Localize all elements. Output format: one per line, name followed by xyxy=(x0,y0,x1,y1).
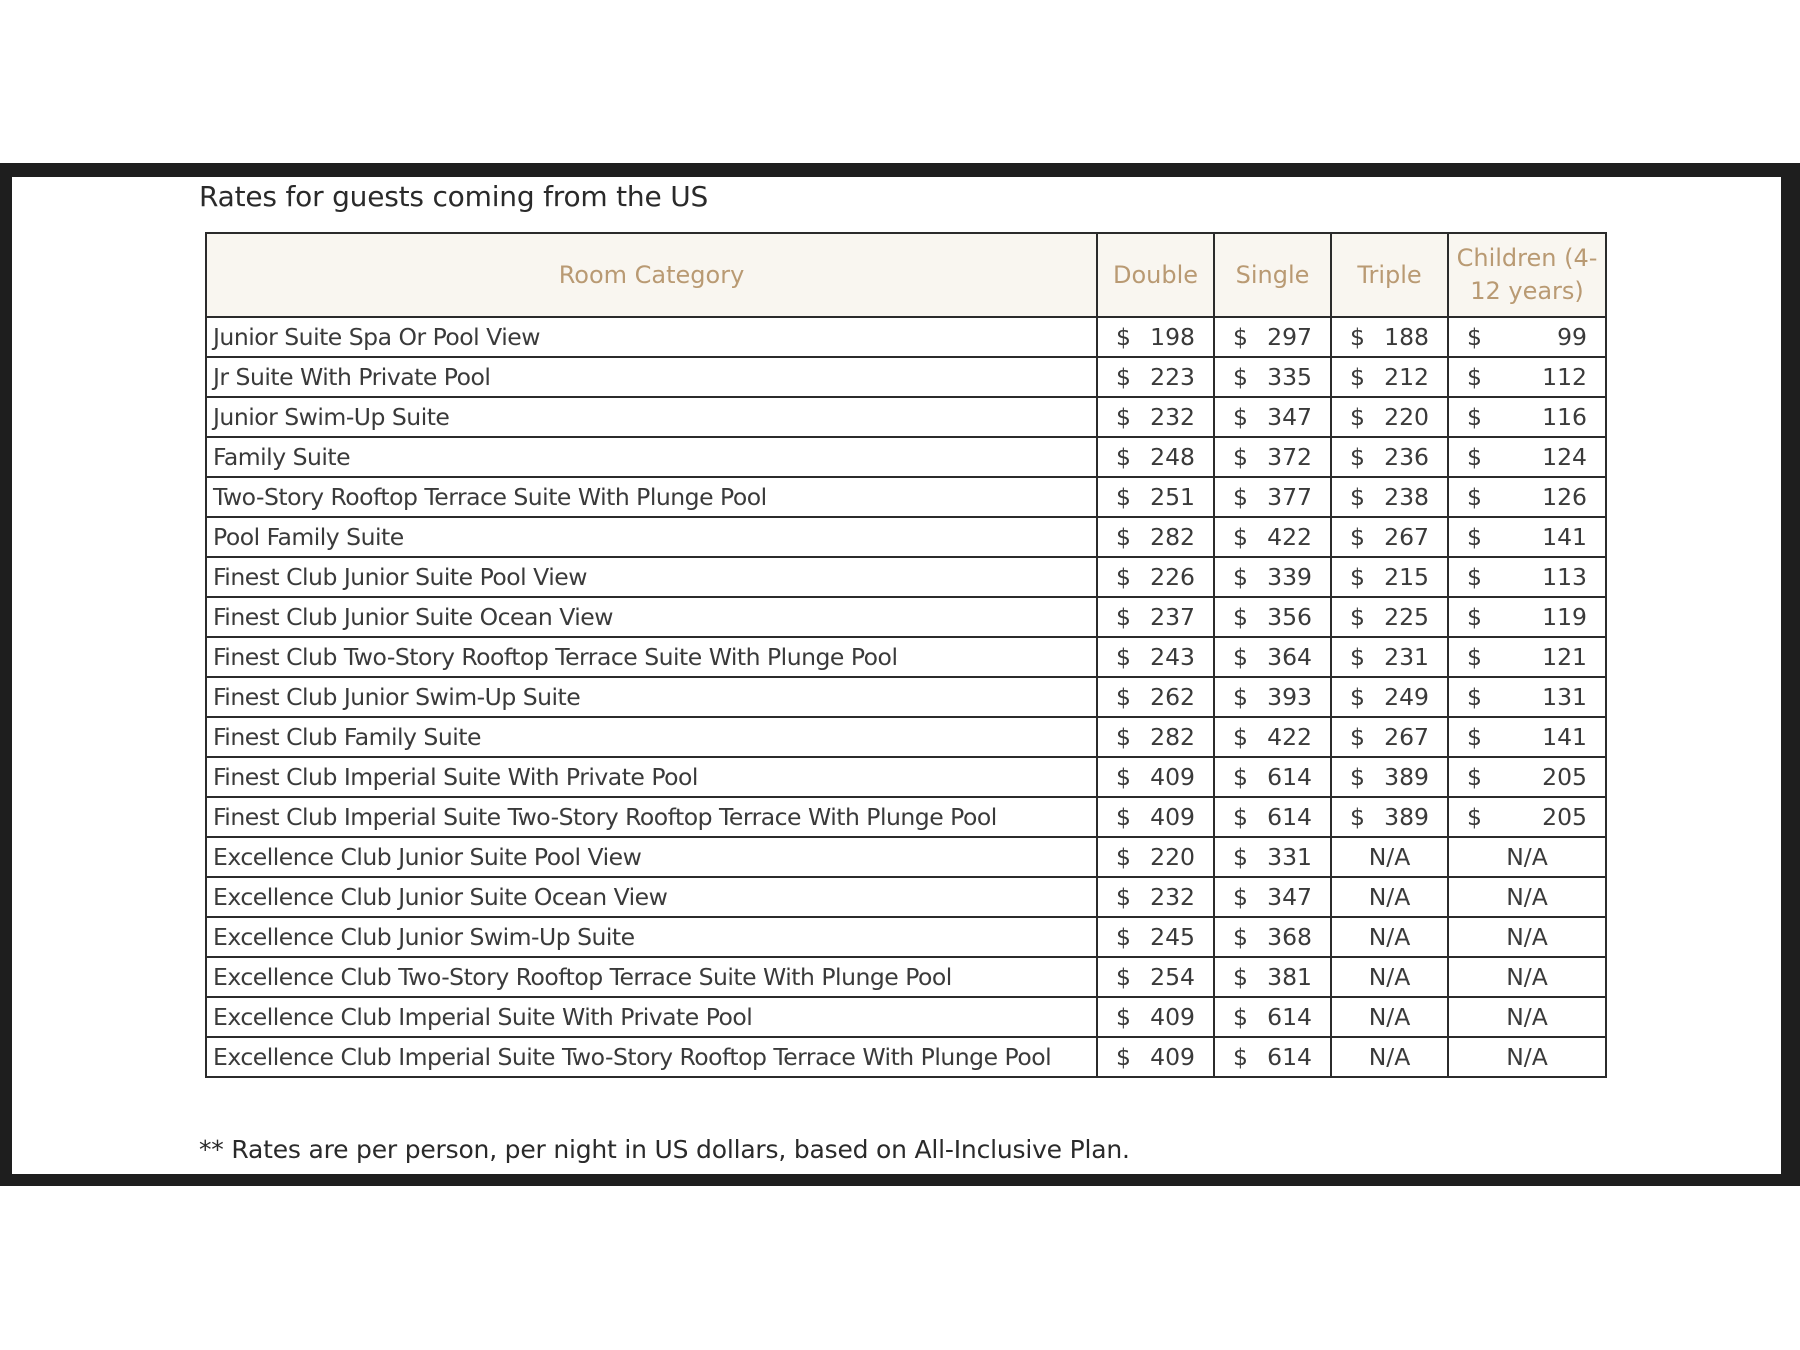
double-rate-cell xyxy=(1097,957,1214,997)
currency-symbol: $ xyxy=(1467,323,1482,351)
double-rate-cell xyxy=(1097,877,1214,917)
rate-amount: 389 xyxy=(1384,763,1429,791)
double-rate-cell xyxy=(1097,997,1214,1037)
currency-symbol: $ xyxy=(1116,923,1131,951)
currency-symbol: $ xyxy=(1350,603,1365,631)
currency-symbol: $ xyxy=(1467,523,1482,551)
currency-symbol: $ xyxy=(1116,603,1131,631)
single-rate-cell xyxy=(1214,677,1331,717)
table-row xyxy=(206,917,1606,957)
rate-amount: 381 xyxy=(1267,963,1312,991)
page-title: Rates for guests coming from the US xyxy=(199,180,709,213)
table-row xyxy=(206,397,1606,437)
currency-symbol: $ xyxy=(1467,483,1482,511)
header-row xyxy=(206,233,1606,317)
double-rate-cell xyxy=(1097,397,1214,437)
rate-amount: 232 xyxy=(1150,403,1195,431)
children-rate-cell: N/A xyxy=(1448,877,1606,917)
children-rate-cell xyxy=(1448,437,1606,477)
rate-amount: 205 xyxy=(1542,763,1587,791)
double-rate-cell xyxy=(1097,797,1214,837)
rate-amount: 339 xyxy=(1267,563,1312,591)
room-category-cell: Finest Club Junior Suite Ocean View xyxy=(206,597,1097,637)
currency-symbol: $ xyxy=(1350,763,1365,791)
currency-symbol: $ xyxy=(1233,323,1248,351)
children-rate-cell xyxy=(1448,677,1606,717)
children-rate-cell xyxy=(1448,597,1606,637)
currency-symbol: $ xyxy=(1350,683,1365,711)
room-category-cell: Finest Club Imperial Suite Two-Story Rooftop Terrace With Plunge Pool xyxy=(206,797,1097,837)
children-rate-cell: N/A xyxy=(1448,837,1606,877)
currency-symbol: $ xyxy=(1233,403,1248,431)
triple-rate-cell: N/A xyxy=(1331,877,1448,917)
triple-rate-cell xyxy=(1331,597,1448,637)
single-rate-cell xyxy=(1214,1037,1331,1077)
header-triple: Triple xyxy=(1331,233,1448,317)
table-row xyxy=(206,317,1606,357)
rate-amount: 237 xyxy=(1150,603,1195,631)
single-rate-cell xyxy=(1214,557,1331,597)
rate-amount: 99 xyxy=(1557,323,1587,351)
triple-rate-cell: N/A xyxy=(1331,997,1448,1037)
currency-symbol: $ xyxy=(1116,883,1131,911)
children-rate-cell xyxy=(1448,757,1606,797)
currency-symbol: $ xyxy=(1233,443,1248,471)
children-rate-cell xyxy=(1448,517,1606,557)
room-category-cell: Excellence Club Junior Suite Ocean View xyxy=(206,877,1097,917)
children-rate-cell xyxy=(1448,317,1606,357)
currency-symbol: $ xyxy=(1233,643,1248,671)
currency-symbol: $ xyxy=(1467,643,1482,671)
currency-symbol: $ xyxy=(1233,763,1248,791)
rate-amount: 614 xyxy=(1267,803,1312,831)
triple-rate-cell xyxy=(1331,517,1448,557)
rate-amount: 614 xyxy=(1267,1043,1312,1071)
currency-symbol: $ xyxy=(1233,483,1248,511)
rate-amount: 262 xyxy=(1150,683,1195,711)
rate-amount: 254 xyxy=(1150,963,1195,991)
currency-symbol: $ xyxy=(1350,523,1365,551)
currency-symbol: $ xyxy=(1233,563,1248,591)
double-rate-cell xyxy=(1097,557,1214,597)
rate-amount: 282 xyxy=(1150,523,1195,551)
currency-symbol: $ xyxy=(1116,1043,1131,1071)
room-category-cell: Junior Swim-Up Suite xyxy=(206,397,1097,437)
rate-amount: 232 xyxy=(1150,883,1195,911)
rate-amount: 251 xyxy=(1150,483,1195,511)
children-rate-cell xyxy=(1448,557,1606,597)
currency-symbol: $ xyxy=(1116,563,1131,591)
room-category-cell: Two-Story Rooftop Terrace Suite With Plunge Pool xyxy=(206,477,1097,517)
rate-amount: 614 xyxy=(1267,1003,1312,1031)
single-rate-cell xyxy=(1214,637,1331,677)
currency-symbol: $ xyxy=(1116,643,1131,671)
currency-symbol: $ xyxy=(1116,443,1131,471)
children-rate-cell xyxy=(1448,477,1606,517)
table-row xyxy=(206,797,1606,837)
rate-amount: 389 xyxy=(1384,803,1429,831)
currency-symbol: $ xyxy=(1116,403,1131,431)
children-rate-cell xyxy=(1448,797,1606,837)
rate-amount: 188 xyxy=(1384,323,1429,351)
rate-amount: 377 xyxy=(1267,483,1312,511)
table-row xyxy=(206,677,1606,717)
double-rate-cell xyxy=(1097,637,1214,677)
triple-rate-cell: N/A xyxy=(1331,957,1448,997)
rate-amount: 141 xyxy=(1542,523,1587,551)
triple-rate-cell xyxy=(1331,317,1448,357)
currency-symbol: $ xyxy=(1233,603,1248,631)
currency-symbol: $ xyxy=(1233,1043,1248,1071)
currency-symbol: $ xyxy=(1350,363,1365,391)
rate-amount: 113 xyxy=(1542,563,1587,591)
room-category-cell: Excellence Club Imperial Suite Two-Story Rooftop Terrace With Plunge Pool xyxy=(206,1037,1097,1077)
rate-amount: 112 xyxy=(1542,363,1587,391)
rate-amount: 131 xyxy=(1542,683,1587,711)
rate-amount: 422 xyxy=(1267,723,1312,751)
currency-symbol: $ xyxy=(1233,363,1248,391)
currency-symbol: $ xyxy=(1233,523,1248,551)
rate-amount: 215 xyxy=(1384,563,1429,591)
single-rate-cell xyxy=(1214,797,1331,837)
table-row xyxy=(206,357,1606,397)
single-rate-cell xyxy=(1214,997,1331,1037)
rate-amount: 347 xyxy=(1267,883,1312,911)
rate-amount: 249 xyxy=(1384,683,1429,711)
children-rate-cell xyxy=(1448,357,1606,397)
rate-amount: 347 xyxy=(1267,403,1312,431)
triple-rate-cell xyxy=(1331,557,1448,597)
currency-symbol: $ xyxy=(1116,523,1131,551)
double-rate-cell xyxy=(1097,837,1214,877)
single-rate-cell xyxy=(1214,837,1331,877)
currency-symbol: $ xyxy=(1233,883,1248,911)
single-rate-cell xyxy=(1214,317,1331,357)
room-category-cell: Finest Club Junior Swim-Up Suite xyxy=(206,677,1097,717)
currency-symbol: $ xyxy=(1116,483,1131,511)
children-rate-cell xyxy=(1448,397,1606,437)
footnote: ** Rates are per person, per night in US dollars, based on All-Inclusive Plan. xyxy=(199,1135,1130,1164)
currency-symbol: $ xyxy=(1233,683,1248,711)
single-rate-cell xyxy=(1214,517,1331,557)
rate-amount: 124 xyxy=(1542,443,1587,471)
currency-symbol: $ xyxy=(1116,323,1131,351)
double-rate-cell xyxy=(1097,677,1214,717)
currency-symbol: $ xyxy=(1350,483,1365,511)
single-rate-cell xyxy=(1214,957,1331,997)
triple-rate-cell xyxy=(1331,437,1448,477)
single-rate-cell xyxy=(1214,877,1331,917)
table-row xyxy=(206,1037,1606,1077)
room-category-cell: Finest Club Two-Story Rooftop Terrace Suite With Plunge Pool xyxy=(206,637,1097,677)
currency-symbol: $ xyxy=(1233,843,1248,871)
rate-amount: 141 xyxy=(1542,723,1587,751)
triple-rate-cell xyxy=(1331,357,1448,397)
rate-amount: 267 xyxy=(1384,523,1429,551)
rate-amount: 236 xyxy=(1384,443,1429,471)
header-children: Children (4-12 years) xyxy=(1448,233,1606,317)
rate-amount: 198 xyxy=(1150,323,1195,351)
single-rate-cell xyxy=(1214,597,1331,637)
triple-rate-cell: N/A xyxy=(1331,1037,1448,1077)
currency-symbol: $ xyxy=(1350,323,1365,351)
rate-amount: 409 xyxy=(1150,803,1195,831)
currency-symbol: $ xyxy=(1350,803,1365,831)
header-single: Single xyxy=(1214,233,1331,317)
currency-symbol: $ xyxy=(1116,363,1131,391)
rate-amount: 409 xyxy=(1150,763,1195,791)
triple-rate-cell xyxy=(1331,797,1448,837)
double-rate-cell xyxy=(1097,517,1214,557)
table-row xyxy=(206,757,1606,797)
currency-symbol: $ xyxy=(1467,603,1482,631)
currency-symbol: $ xyxy=(1467,683,1482,711)
currency-symbol: $ xyxy=(1467,763,1482,791)
table-row xyxy=(206,597,1606,637)
currency-symbol: $ xyxy=(1233,963,1248,991)
double-rate-cell xyxy=(1097,437,1214,477)
table-row xyxy=(206,957,1606,997)
rate-amount: 220 xyxy=(1150,843,1195,871)
rate-amount: 245 xyxy=(1150,923,1195,951)
currency-symbol: $ xyxy=(1467,443,1482,471)
room-category-cell: Excellence Club Two-Story Rooftop Terrace Suite With Plunge Pool xyxy=(206,957,1097,997)
currency-symbol: $ xyxy=(1467,723,1482,751)
rate-amount: 126 xyxy=(1542,483,1587,511)
currency-symbol: $ xyxy=(1467,363,1482,391)
rate-amount: 368 xyxy=(1267,923,1312,951)
room-category-cell: Jr Suite With Private Pool xyxy=(206,357,1097,397)
room-category-cell: Pool Family Suite xyxy=(206,517,1097,557)
rate-amount: 364 xyxy=(1267,643,1312,671)
double-rate-cell xyxy=(1097,717,1214,757)
rate-amount: 225 xyxy=(1384,603,1429,631)
rates-table xyxy=(205,232,1607,1078)
rate-amount: 409 xyxy=(1150,1003,1195,1031)
rate-amount: 356 xyxy=(1267,603,1312,631)
double-rate-cell xyxy=(1097,757,1214,797)
currency-symbol: $ xyxy=(1467,563,1482,591)
room-category-cell: Finest Club Family Suite xyxy=(206,717,1097,757)
room-category-cell: Excellence Club Imperial Suite With Private Pool xyxy=(206,997,1097,1037)
double-rate-cell xyxy=(1097,317,1214,357)
room-category-cell: Finest Club Junior Suite Pool View xyxy=(206,557,1097,597)
single-rate-cell xyxy=(1214,357,1331,397)
table-row xyxy=(206,837,1606,877)
currency-symbol: $ xyxy=(1116,963,1131,991)
children-rate-cell: N/A xyxy=(1448,997,1606,1037)
rate-amount: 205 xyxy=(1542,803,1587,831)
children-rate-cell: N/A xyxy=(1448,957,1606,997)
table-row xyxy=(206,637,1606,677)
rate-amount: 243 xyxy=(1150,643,1195,671)
children-rate-cell xyxy=(1448,717,1606,757)
double-rate-cell xyxy=(1097,477,1214,517)
rate-amount: 297 xyxy=(1267,323,1312,351)
currency-symbol: $ xyxy=(1116,1003,1131,1031)
currency-symbol: $ xyxy=(1350,723,1365,751)
double-rate-cell xyxy=(1097,1037,1214,1077)
children-rate-cell: N/A xyxy=(1448,917,1606,957)
rate-amount: 220 xyxy=(1384,403,1429,431)
rate-amount: 372 xyxy=(1267,443,1312,471)
triple-rate-cell xyxy=(1331,717,1448,757)
room-category-cell: Excellence Club Junior Swim-Up Suite xyxy=(206,917,1097,957)
room-category-cell: Finest Club Imperial Suite With Private Pool xyxy=(206,757,1097,797)
room-category-cell: Family Suite xyxy=(206,437,1097,477)
table-row xyxy=(206,477,1606,517)
currency-symbol: $ xyxy=(1350,403,1365,431)
double-rate-cell xyxy=(1097,597,1214,637)
rate-amount: 614 xyxy=(1267,763,1312,791)
currency-symbol: $ xyxy=(1116,683,1131,711)
table-row xyxy=(206,997,1606,1037)
double-rate-cell xyxy=(1097,357,1214,397)
rate-amount: 282 xyxy=(1150,723,1195,751)
currency-symbol: $ xyxy=(1467,403,1482,431)
room-category-cell: Junior Suite Spa Or Pool View xyxy=(206,317,1097,357)
single-rate-cell xyxy=(1214,477,1331,517)
table-row xyxy=(206,557,1606,597)
table-row xyxy=(206,517,1606,557)
currency-symbol: $ xyxy=(1350,563,1365,591)
triple-rate-cell xyxy=(1331,477,1448,517)
triple-rate-cell xyxy=(1331,637,1448,677)
currency-symbol: $ xyxy=(1467,803,1482,831)
header-room-category: Room Category xyxy=(206,233,1097,317)
currency-symbol: $ xyxy=(1350,443,1365,471)
triple-rate-cell: N/A xyxy=(1331,837,1448,877)
rate-amount: 422 xyxy=(1267,523,1312,551)
rate-amount: 331 xyxy=(1267,843,1312,871)
room-category-cell: Excellence Club Junior Suite Pool View xyxy=(206,837,1097,877)
rate-amount: 119 xyxy=(1542,603,1587,631)
rate-amount: 121 xyxy=(1542,643,1587,671)
currency-symbol: $ xyxy=(1233,723,1248,751)
rate-amount: 393 xyxy=(1267,683,1312,711)
rate-amount: 409 xyxy=(1150,1043,1195,1071)
rate-amount: 335 xyxy=(1267,363,1312,391)
rate-amount: 226 xyxy=(1150,563,1195,591)
single-rate-cell xyxy=(1214,717,1331,757)
currency-symbol: $ xyxy=(1116,803,1131,831)
rate-amount: 212 xyxy=(1384,363,1429,391)
currency-symbol: $ xyxy=(1116,763,1131,791)
table-row xyxy=(206,877,1606,917)
currency-symbol: $ xyxy=(1116,843,1131,871)
single-rate-cell xyxy=(1214,397,1331,437)
rate-amount: 116 xyxy=(1542,403,1587,431)
currency-symbol: $ xyxy=(1233,803,1248,831)
double-rate-cell xyxy=(1097,917,1214,957)
rate-amount: 248 xyxy=(1150,443,1195,471)
rate-amount: 231 xyxy=(1384,643,1429,671)
children-rate-cell xyxy=(1448,637,1606,677)
single-rate-cell xyxy=(1214,757,1331,797)
currency-symbol: $ xyxy=(1233,923,1248,951)
triple-rate-cell xyxy=(1331,397,1448,437)
triple-rate-cell xyxy=(1331,757,1448,797)
table-row xyxy=(206,437,1606,477)
rate-amount: 238 xyxy=(1384,483,1429,511)
currency-symbol: $ xyxy=(1350,643,1365,671)
triple-rate-cell xyxy=(1331,677,1448,717)
triple-rate-cell: N/A xyxy=(1331,917,1448,957)
single-rate-cell xyxy=(1214,437,1331,477)
single-rate-cell xyxy=(1214,917,1331,957)
rate-amount: 223 xyxy=(1150,363,1195,391)
currency-symbol: $ xyxy=(1233,1003,1248,1031)
rate-amount: 267 xyxy=(1384,723,1429,751)
currency-symbol: $ xyxy=(1116,723,1131,751)
children-rate-cell: N/A xyxy=(1448,1037,1606,1077)
table-row xyxy=(206,717,1606,757)
header-double: Double xyxy=(1097,233,1214,317)
